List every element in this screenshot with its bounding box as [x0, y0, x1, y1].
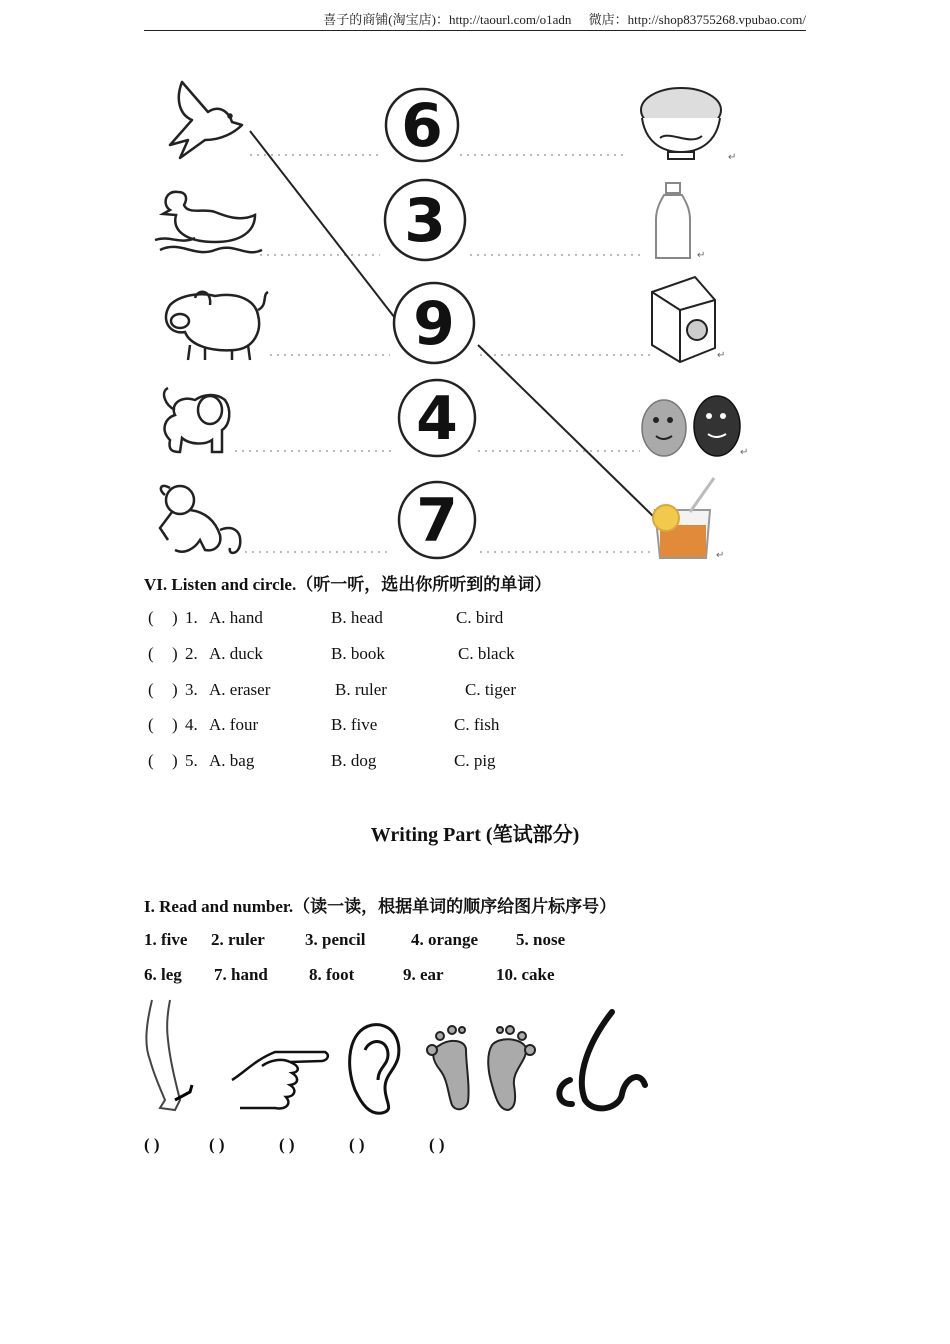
option-c[interactable]: C. black: [458, 644, 515, 663]
feet-icon: [427, 1026, 535, 1110]
word-item: 1. five: [144, 930, 188, 949]
hand-icon: [232, 1052, 328, 1108]
option-c[interactable]: C. tiger: [465, 680, 516, 699]
answer-blank-3[interactable]: ( ): [279, 1135, 295, 1154]
option-a[interactable]: A. duck: [209, 644, 263, 663]
option-b[interactable]: B. book: [331, 644, 385, 663]
answer-paren-open[interactable]: (: [148, 644, 154, 663]
item-number: 3.: [185, 680, 198, 699]
option-a[interactable]: A. bag: [209, 751, 255, 770]
option-c[interactable]: C. pig: [454, 751, 496, 770]
option-a[interactable]: A. four: [209, 715, 259, 734]
item-number: 1.: [185, 608, 198, 627]
word-item: 4. orange: [411, 930, 479, 949]
word-item: 8. foot: [309, 965, 355, 984]
writing-part-title: Writing Part (笔试部分): [370, 824, 580, 846]
milk-carton-icon: [652, 277, 715, 362]
word-item: 7. hand: [214, 965, 268, 984]
monkey-icon: [160, 486, 240, 553]
item-number: 2.: [185, 644, 198, 663]
option-c[interactable]: C. bird: [456, 608, 504, 627]
header-shop: 喜子的商铺(淘宝店)：http://taourl.com/o1adn: [323, 12, 572, 27]
duck-icon: [155, 192, 262, 252]
elephant-icon: [164, 388, 229, 452]
option-b[interactable]: B. head: [331, 608, 383, 627]
option-b[interactable]: B. ruler: [335, 680, 387, 699]
answer-paren-close: ): [172, 751, 178, 770]
water-bottle-icon: [656, 183, 690, 258]
pig-icon: [166, 292, 268, 360]
item-number: 5.: [185, 751, 198, 770]
answer-paren-close: ): [172, 644, 178, 663]
rice-bowl-icon: [641, 88, 721, 159]
svg-text:↵: ↵: [740, 447, 749, 458]
answer-paren-close: ): [172, 715, 178, 734]
svg-text:↵: ↵: [728, 152, 737, 163]
number-circle-3: [394, 283, 474, 363]
option-b[interactable]: B. dog: [331, 751, 377, 770]
svg-text:↵: ↵: [717, 350, 726, 361]
word-item: 9. ear: [403, 965, 444, 984]
number-label: 9: [413, 289, 455, 359]
section-vi-title: VI. Listen and circle.（听一听，选出你所听到的单词）: [144, 575, 552, 594]
answer-paren-close: ): [172, 680, 178, 699]
section-i-title: I. Read and number.（读一读，根据单词的顺序给图片标序号）: [144, 897, 617, 916]
number-label: 6: [401, 91, 443, 161]
answer-paren-open[interactable]: (: [148, 715, 154, 734]
option-a[interactable]: A. eraser: [209, 680, 271, 699]
ear-icon: [350, 1025, 399, 1114]
juice-glass-icon: [653, 478, 714, 558]
word-item: 2. ruler: [211, 930, 265, 949]
answer-paren-open[interactable]: (: [148, 751, 154, 770]
number-label: 7: [416, 486, 458, 556]
word-item: 10. cake: [496, 965, 555, 984]
answer-paren-open[interactable]: (: [148, 608, 154, 627]
number-circle-2: [385, 180, 465, 260]
answer-paren-close: ): [172, 608, 178, 627]
nose-icon: [559, 1012, 645, 1108]
number-circle-5: [399, 482, 475, 558]
answer-paren-open[interactable]: (: [148, 680, 154, 699]
svg-text:↵: ↵: [716, 550, 725, 561]
number-circle-1: [386, 89, 458, 161]
word-item: 5. nose: [516, 930, 566, 949]
answer-blank-4[interactable]: ( ): [349, 1135, 365, 1154]
number-label: 3: [404, 186, 446, 256]
eggs-icon: [642, 396, 740, 456]
answer-blank-1[interactable]: ( ): [144, 1135, 160, 1154]
picture-row: [0, 990, 700, 1120]
word-item: 6. leg: [144, 965, 182, 984]
item-number: 4.: [185, 715, 198, 734]
leg-icon: [146, 1000, 192, 1110]
number-label: 4: [416, 384, 458, 454]
matching-exercise: [0, 0, 950, 570]
option-b[interactable]: B. five: [331, 715, 378, 734]
bird-icon: [170, 82, 242, 158]
word-item: 3. pencil: [305, 930, 366, 949]
svg-text:↵: ↵: [697, 250, 706, 261]
option-a[interactable]: A. hand: [209, 608, 263, 627]
option-c[interactable]: C. fish: [454, 715, 500, 734]
header-weidian: 微店：http://shop83755268.vpubao.com/: [588, 12, 806, 27]
answer-blank-2[interactable]: ( ): [209, 1135, 225, 1154]
number-circle-4: [399, 380, 475, 456]
answer-blank-5[interactable]: ( ): [429, 1135, 445, 1154]
